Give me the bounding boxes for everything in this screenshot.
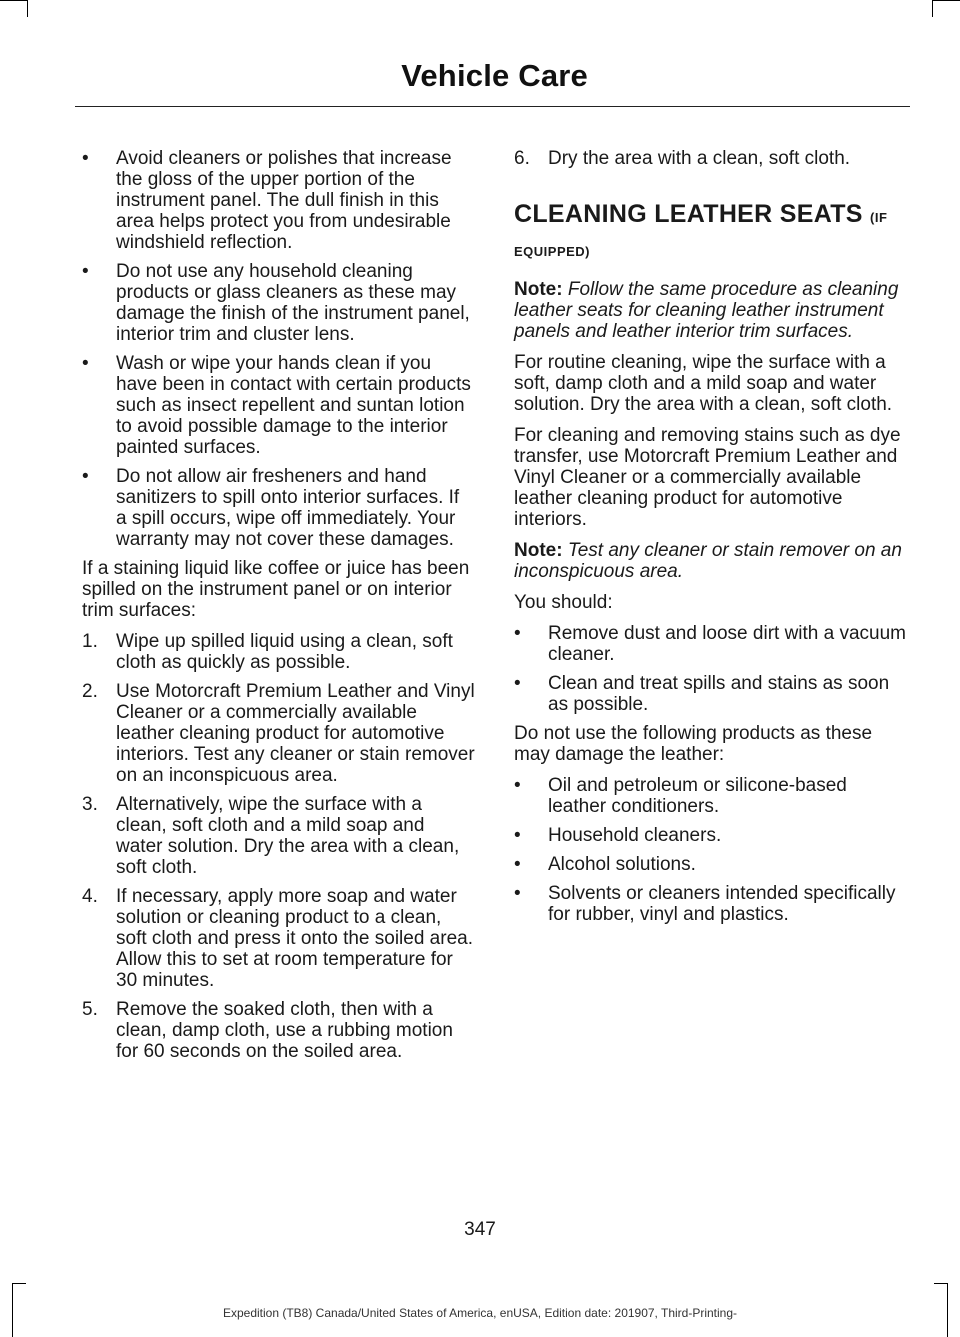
bullet-text: Clean and treat spills and stains as soon as possible. — [548, 673, 890, 715]
section-qualifier: (IF EQUIPPED) — [514, 210, 888, 259]
step-number: 2. — [82, 681, 98, 702]
bullet: • — [514, 825, 521, 846]
bullet: • — [514, 775, 521, 796]
bullet: • — [514, 673, 521, 694]
paragraph: For cleaning and removing stains such as dye transfer, use Motorcraft Premium Leather and Vinyl Cleaner or a commercially available leather cleaning product for automotive interiors. — [514, 425, 901, 530]
bullet-text: Household cleaners. — [548, 825, 722, 846]
step-number: 5. — [82, 999, 98, 1020]
bullet-text: Oil and petroleum or silicone-based leather conditioners. — [548, 775, 847, 817]
step-item — [82, 886, 475, 991]
note-text: Follow the same procedure as cleaning leather seats for cleaning leather instrument panels and leather interior trim surfaces. — [514, 279, 899, 342]
right-column — [514, 148, 907, 933]
bullet-text: Do not use any household cleaning products or glass cleaners as these may damage the finish of the instrument panel, interior trim and cluster lens. — [116, 261, 470, 345]
step-text: Use Motorcraft Premium Leather and Vinyl Cleaner or a commercially available leather cleaning product for automotive interiors. Test any cleaner or stain remover on an inconspicuous area. — [116, 681, 475, 786]
note-text: Test any cleaner or stain remover on an inconspicuous area. — [514, 540, 902, 582]
step-text: Dry the area with a clean, soft cloth. — [548, 148, 851, 169]
list-item — [82, 261, 475, 345]
list-item — [82, 353, 475, 458]
bullet: • — [514, 623, 521, 644]
bullet: • — [82, 353, 89, 374]
bullet: • — [514, 883, 521, 904]
bullet: • — [82, 261, 89, 282]
note — [514, 540, 907, 582]
list-item — [514, 775, 907, 817]
list-item — [514, 883, 907, 925]
crop-mark — [934, 1283, 948, 1284]
paragraph: Do not use the following products as these may damage the leather: — [514, 723, 873, 765]
paragraph: You should: — [514, 592, 613, 613]
bullet-text: Avoid cleaners or polishes that increase the gloss of the upper portion of the instrument panel. The dull finish in this area helps protect you from undesirable windshield reflection. — [116, 148, 452, 253]
crop-mark — [12, 1283, 26, 1284]
bullet: • — [514, 854, 521, 875]
list-item — [514, 854, 907, 875]
step-text: Remove the soaked cloth, then with a clean, damp cloth, use a rubbing motion for 60 seconds on the soiled area. — [116, 999, 453, 1062]
step-item — [82, 794, 475, 878]
page-number: 347 — [464, 1219, 496, 1240]
step-text: Alternatively, wipe the surface with a clean, soft cloth and a mild soap and water solution. Dry the area with a clean, soft cloth. — [116, 794, 460, 878]
crop-mark — [0, 0, 27, 1]
list-item — [82, 148, 475, 253]
bullet-text: Solvents or cleaners intended specifically for rubber, vinyl and plastics. — [548, 883, 896, 925]
bullet-text: Do not allow air fresheners and hand sanitizers to spill onto interior surfaces. If a spill occurs, wipe off immediately. Your warranty may not cover these damages. — [116, 466, 460, 550]
list-item — [514, 825, 907, 846]
page-title: Vehicle Care — [401, 58, 588, 93]
bullet-text: Wash or wipe your hands clean if you have been in contact with certain products such as insect repellent and suntan lotion to avoid possible damage to the interior painted surfaces. — [116, 353, 471, 458]
step-item — [82, 999, 475, 1062]
crop-mark — [27, 0, 28, 17]
note — [514, 279, 907, 342]
bullet: • — [82, 466, 89, 487]
section-heading — [514, 199, 907, 267]
paragraph: For routine cleaning, wipe the surface with a soft, damp cloth and a mild soap and water solution. Dry the area with a clean, soft cloth. — [514, 352, 893, 415]
section-heading-text: CLEANING LEATHER SEATS — [514, 200, 863, 228]
note-label: Note: — [514, 540, 563, 561]
left-column — [82, 148, 475, 1070]
list-item — [82, 466, 475, 550]
step-item — [82, 681, 475, 786]
bullet: • — [82, 148, 89, 169]
list-item — [514, 623, 907, 665]
step-number: 6. — [514, 148, 530, 169]
crop-mark — [932, 0, 933, 17]
intro-paragraph: If a staining liquid like coffee or juice has been spilled on the instrument panel or on interior trim surfaces: — [82, 558, 470, 621]
list-item — [514, 673, 907, 715]
step-item — [514, 148, 907, 169]
step-text: If necessary, apply more soap and water solution or cleaning product to a clean, soft cloth and press it onto the soiled area. Allow this to set at room temperature for 30 minutes. — [116, 886, 473, 991]
step-number: 1. — [82, 631, 98, 652]
bullet-text: Alcohol solutions. — [548, 854, 696, 875]
step-text: Wipe up spilled liquid using a clean, soft cloth as quickly as possible. — [116, 631, 453, 673]
step-item — [82, 631, 475, 673]
header-divider — [75, 106, 910, 107]
note-label: Note: — [514, 279, 563, 300]
crop-mark — [933, 0, 960, 1]
bullet-text: Remove dust and loose dirt with a vacuum cleaner. — [548, 623, 907, 665]
step-number: 4. — [82, 886, 98, 907]
step-number: 3. — [82, 794, 98, 815]
footer-text: Expedition (TB8) Canada/United States of America, enUSA, Edition date: 201907, Third-Printing- — [222, 1306, 738, 1320]
